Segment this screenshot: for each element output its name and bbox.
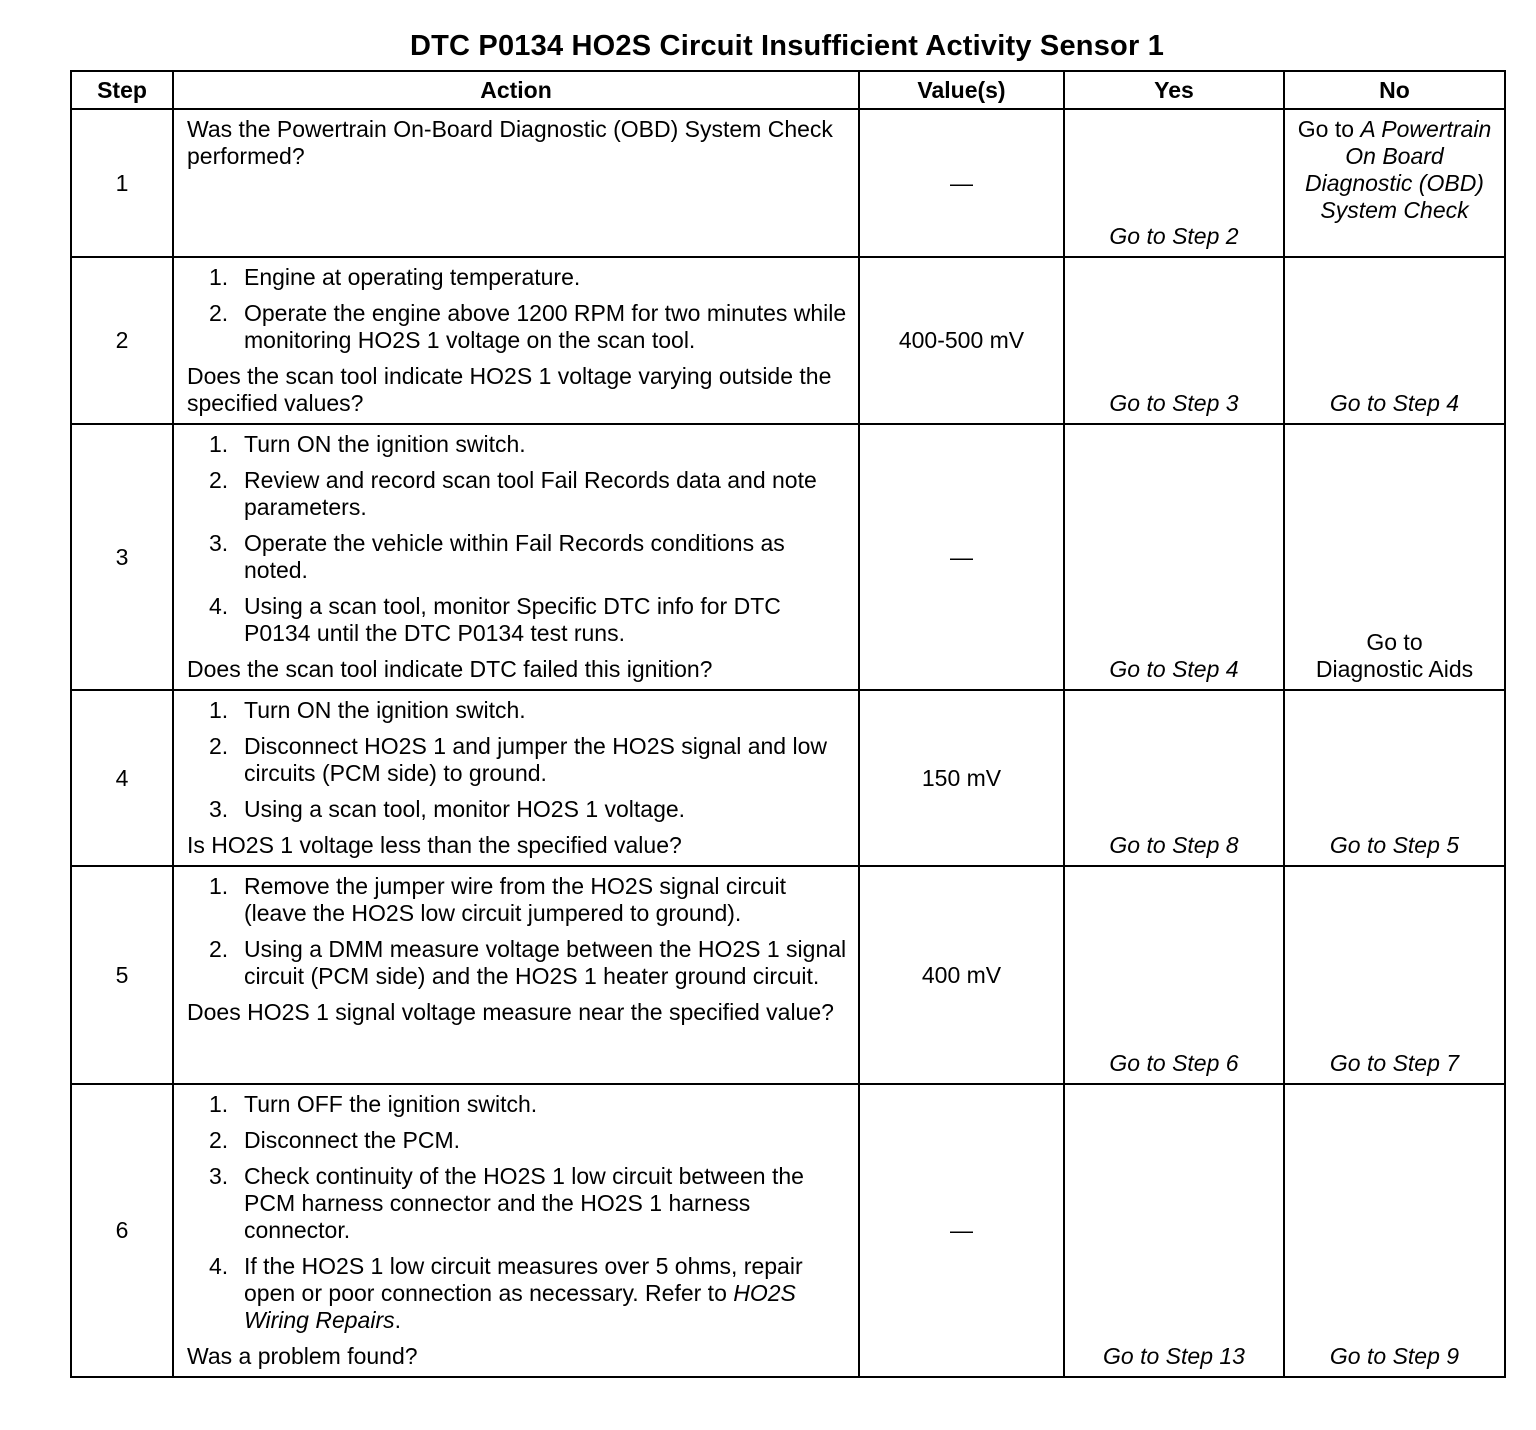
page-title: DTC P0134 HO2S Circuit Insufficient Activity Sensor 1 xyxy=(409,30,1165,62)
list-item: 3. Operate the vehicle within Fail Records conditions as noted. xyxy=(209,530,785,583)
header-row xyxy=(71,71,1505,109)
header-values: Value(s) xyxy=(859,71,1064,109)
step-number: 5 xyxy=(71,866,173,1084)
header-no: No xyxy=(1284,71,1505,109)
no-cell: Go to Step 4 xyxy=(1284,257,1505,424)
value-cell: — xyxy=(859,1084,1064,1377)
yes-cell: Go to Step 8 xyxy=(1064,690,1284,866)
value-cell: 400-500 mV xyxy=(859,257,1064,424)
action-cell xyxy=(173,109,859,257)
header-step: Step xyxy=(71,71,173,109)
no-cell: Go to Step 5 xyxy=(1284,690,1505,866)
no-reference: A Powertrain On Board Diagnostic (OBD) System Check xyxy=(1305,116,1492,223)
list-item: 2. Using a DMM measure voltage between the HO2S 1 signal circuit (PCM side) and the HO2S 1 heater ground circuit. xyxy=(209,936,847,989)
action-cell xyxy=(173,866,859,1084)
no-cell xyxy=(1284,424,1505,690)
action-cell xyxy=(173,424,859,690)
action-steps xyxy=(187,264,848,354)
action-steps xyxy=(187,431,848,647)
list-item: 1. Engine at operating temperature. xyxy=(209,264,581,290)
list-item: 3. Using a scan tool, monitor HO2S 1 voltage. xyxy=(209,796,686,822)
action-steps xyxy=(187,873,848,990)
yes-cell: Go to Step 3 xyxy=(1064,257,1284,424)
step-number: 4 xyxy=(71,690,173,866)
value-cell: — xyxy=(859,109,1064,257)
no-line-2: Diagnostic Aids xyxy=(1315,656,1474,682)
value-cell: — xyxy=(859,424,1064,690)
action-question: Does HO2S 1 signal voltage measure near the specified value? xyxy=(187,999,834,1025)
table-row xyxy=(71,866,1505,1084)
step-number: 2 xyxy=(71,257,173,424)
table-row xyxy=(71,109,1505,257)
action-question: Was the Powertrain On-Board Diagnostic (OBD) System Check performed? xyxy=(187,116,833,169)
no-cell: Go to Step 7 xyxy=(1284,866,1505,1084)
action-steps xyxy=(187,1091,848,1334)
yes-cell: Go to Step 6 xyxy=(1064,866,1284,1084)
list-item: 4. Using a scan tool, monitor Specific DTC info for DTC P0134 until the DTC P0134 test runs. xyxy=(209,593,781,646)
table-row xyxy=(71,690,1505,866)
action-cell xyxy=(173,257,859,424)
list-item: 1. Remove the jumper wire from the HO2S signal circuit (leave the HO2S low circuit jumpered to ground). xyxy=(209,873,786,926)
list-item: 2. Disconnect HO2S 1 and jumper the HO2S signal and low circuits (PCM side) to ground. xyxy=(209,733,827,786)
list-item: 2. Disconnect the PCM. xyxy=(209,1127,461,1153)
no-cell xyxy=(1284,109,1505,257)
list-item: 2. Review and record scan tool Fail Records data and note parameters. xyxy=(209,467,817,520)
table-row xyxy=(71,1084,1505,1377)
value-cell: 400 mV xyxy=(859,866,1064,1084)
action-steps xyxy=(187,697,848,823)
action-question: Was a problem found? xyxy=(187,1343,418,1369)
value-cell: 150 mV xyxy=(859,690,1064,866)
action-question: Does the scan tool indicate DTC failed this ignition? xyxy=(187,656,713,682)
no-prefix: Go to xyxy=(1297,116,1361,142)
no-cell: Go to Step 9 xyxy=(1284,1084,1505,1377)
list-item: 2. Operate the engine above 1200 RPM for two minutes while monitoring HO2S 1 voltage on the scan tool. xyxy=(209,300,847,353)
list-item: 1. Turn ON the ignition switch. xyxy=(209,697,526,723)
list-item: 1. Turn OFF the ignition switch. xyxy=(209,1091,538,1117)
table-row xyxy=(71,257,1505,424)
action-cell xyxy=(173,1084,859,1377)
header-yes: Yes xyxy=(1064,71,1284,109)
yes-cell: Go to Step 2 xyxy=(1064,109,1284,257)
wiring-repairs-reference: HO2S Wiring Repairs xyxy=(244,1280,796,1333)
yes-cell: Go to Step 13 xyxy=(1064,1084,1284,1377)
header-action: Action xyxy=(173,71,859,109)
table-row xyxy=(71,424,1505,690)
diagnostic-table xyxy=(70,70,1506,1378)
list-item: 1. Turn ON the ignition switch. xyxy=(209,431,526,457)
step-number: 3 xyxy=(71,424,173,690)
list-item: 4. If the HO2S 1 low circuit measures over 5 ohms, repair open or poor connection as necessary. Refer to HO2S Wiring Repairs. xyxy=(209,1253,803,1333)
no-line-1: Go to xyxy=(1366,629,1423,655)
yes-cell: Go to Step 4 xyxy=(1064,424,1284,690)
action-question: Is HO2S 1 voltage less than the specified value? xyxy=(187,832,682,858)
step-number: 1 xyxy=(71,109,173,257)
action-question: Does the scan tool indicate HO2S 1 voltage varying outside the specified values? xyxy=(187,363,832,416)
list-item: 3. Check continuity of the HO2S 1 low circuit between the PCM harness connector and the HO2S 1 harness connector. xyxy=(209,1163,804,1243)
step-number: 6 xyxy=(71,1084,173,1377)
action-cell xyxy=(173,690,859,866)
